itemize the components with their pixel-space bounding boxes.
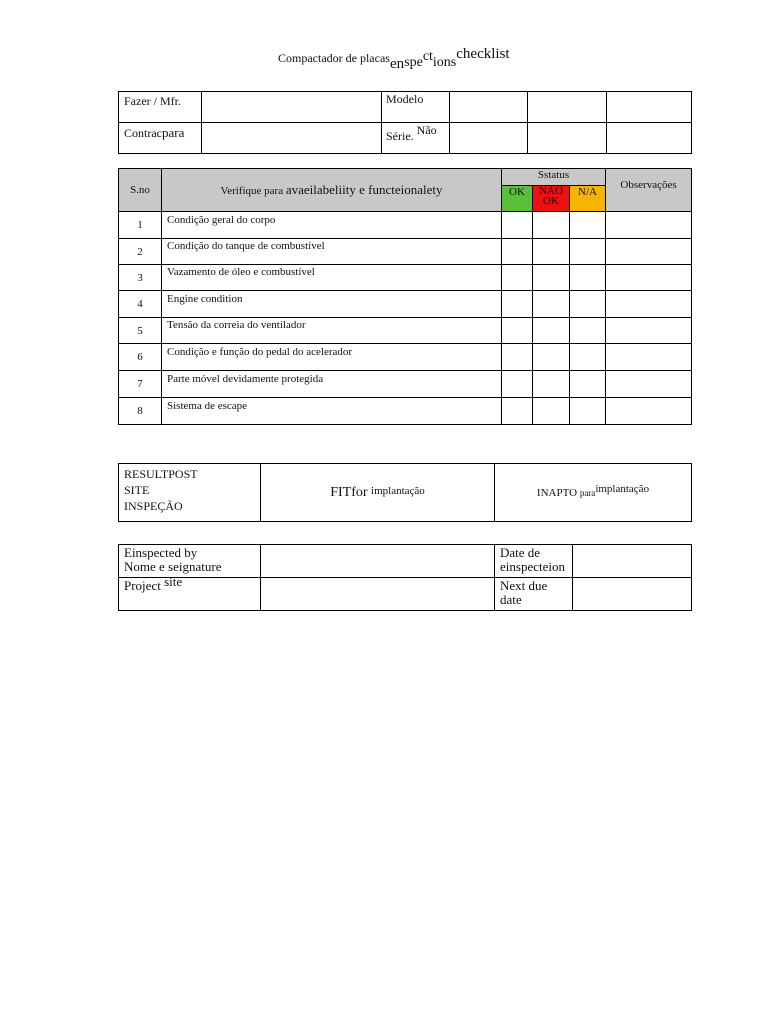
- unfit-tail-text: implantação: [595, 482, 650, 495]
- model-field-2[interactable]: [528, 92, 607, 123]
- title-prefix: Compactador de placas: [278, 51, 390, 65]
- na-cell[interactable]: [570, 371, 606, 398]
- fit-sub-text: implantação: [371, 484, 425, 497]
- item-text: Condição do tanque de combustível: [162, 239, 502, 265]
- inspection-date-label: [495, 545, 573, 578]
- verify-header-small: Verifique para: [220, 185, 284, 197]
- verify-header: [162, 169, 502, 212]
- result-label-line-1: RESULTPOST: [124, 467, 198, 481]
- ok-cell[interactable]: [502, 318, 533, 344]
- inspected-by-text: Einspected by: [124, 545, 198, 560]
- na-cell[interactable]: [570, 344, 606, 371]
- status-not-ok-header: NÃO OK: [533, 186, 570, 212]
- observations-header: Observações: [606, 169, 692, 212]
- na-cell[interactable]: [570, 239, 606, 265]
- item-number: 1: [119, 212, 162, 239]
- observation-cell[interactable]: [606, 344, 692, 371]
- equipment-info-table: [118, 91, 692, 154]
- project-site-field[interactable]: [261, 578, 495, 611]
- unfit-for-deployment-option[interactable]: [495, 464, 692, 522]
- na-cell[interactable]: [570, 291, 606, 318]
- serial-label-text: Série.: [386, 129, 414, 143]
- checklist-row: [119, 291, 692, 318]
- checklist-row: [119, 344, 692, 371]
- ok-cell[interactable]: [502, 239, 533, 265]
- fit-main-text: FITfor: [330, 484, 368, 500]
- date-text: date: [500, 592, 522, 607]
- item-number: 4: [119, 291, 162, 318]
- name-signature-text: Nome e seignature: [124, 559, 222, 574]
- model-field[interactable]: [450, 92, 528, 123]
- next-due-text: Next due: [500, 578, 548, 593]
- observation-cell[interactable]: [606, 291, 692, 318]
- ok-cell[interactable]: [502, 291, 533, 318]
- serial-field-2[interactable]: [528, 123, 607, 154]
- item-text: Vazamento de óleo e combustível: [162, 265, 502, 291]
- ok-cell[interactable]: [502, 371, 533, 398]
- ok-cell[interactable]: [502, 344, 533, 371]
- sno-header: S.no: [119, 169, 162, 212]
- observation-cell[interactable]: [606, 239, 692, 265]
- na-cell[interactable]: [570, 212, 606, 239]
- contract-label: [119, 123, 202, 154]
- observation-cell[interactable]: [606, 398, 692, 425]
- result-label-line-2: SITE: [124, 483, 150, 497]
- date-of-text: Date de: [500, 545, 541, 560]
- inspector-name-field[interactable]: [261, 545, 495, 578]
- next-due-date-field[interactable]: [573, 578, 692, 611]
- result-table: [118, 463, 692, 522]
- inspection-text: einspecteion: [500, 559, 565, 574]
- not-ok-cell[interactable]: [533, 318, 570, 344]
- serial-label: [382, 123, 450, 154]
- item-text: Parte móvel devidamente protegida: [162, 371, 502, 398]
- next-due-date-label: [495, 578, 573, 611]
- not-ok-cell[interactable]: [533, 398, 570, 425]
- serial-field[interactable]: [450, 123, 528, 154]
- serial-field-3[interactable]: [607, 123, 692, 154]
- project-site-label: [119, 574, 261, 611]
- checklist-row: [119, 239, 692, 265]
- item-text: Sistema de escape: [162, 398, 502, 425]
- ok-cell[interactable]: [502, 398, 533, 425]
- mfr-field[interactable]: [202, 92, 382, 123]
- observation-cell[interactable]: [606, 265, 692, 291]
- inspection-date-field[interactable]: [573, 545, 692, 578]
- unfit-sub-text: para: [579, 487, 596, 498]
- unfit-main-text: INAPTO: [536, 486, 578, 499]
- serial-value: Não: [416, 123, 437, 137]
- not-ok-cell[interactable]: [533, 239, 570, 265]
- ok-cell[interactable]: [502, 212, 533, 239]
- not-ok-cell[interactable]: [533, 344, 570, 371]
- title-part-4: ions: [432, 55, 457, 70]
- status-header: Sstatus: [502, 169, 606, 186]
- verify-header-large: avaeilabeliity e functeionalety: [285, 182, 443, 197]
- inspected-by-label: [119, 545, 261, 578]
- item-text: Tensão da correia do ventilador: [162, 318, 502, 344]
- item-number: 5: [119, 318, 162, 344]
- na-cell[interactable]: [570, 398, 606, 425]
- item-text: Condição geral do corpo: [162, 212, 502, 239]
- result-label-line-3: INSPEÇÃO: [124, 499, 183, 513]
- not-ok-cell[interactable]: [533, 265, 570, 291]
- contract-label-text: Contrac: [124, 126, 162, 140]
- not-ok-cell[interactable]: [533, 371, 570, 398]
- item-number: 8: [119, 398, 162, 425]
- not-ok-cell[interactable]: [533, 291, 570, 318]
- item-text: Engine condition: [162, 291, 502, 318]
- not-ok-cell[interactable]: [533, 212, 570, 239]
- model-label: Modelo: [382, 92, 450, 123]
- fit-for-deployment-option[interactable]: [261, 464, 495, 522]
- contract-field[interactable]: [202, 123, 382, 154]
- signoff-table: [118, 544, 692, 611]
- observation-cell[interactable]: [606, 318, 692, 344]
- project-text: Project: [124, 578, 161, 593]
- observation-cell[interactable]: [606, 212, 692, 239]
- observation-cell[interactable]: [606, 371, 692, 398]
- checklist-row: [119, 318, 692, 344]
- checklist-row: [119, 398, 692, 425]
- site-text: site: [164, 574, 183, 589]
- item-number: 3: [119, 265, 162, 291]
- title-part-5: checklist: [456, 46, 510, 62]
- title-part-2: spe: [404, 55, 423, 70]
- title-part-3: ct: [422, 49, 433, 64]
- item-number: 6: [119, 344, 162, 371]
- checklist-row: [119, 212, 692, 239]
- model-field-3[interactable]: [607, 92, 692, 123]
- title-part-1: en: [389, 56, 405, 72]
- item-text: Condição e função do pedal do acelerador: [162, 344, 502, 371]
- item-number: 7: [119, 371, 162, 398]
- status-ok-header: OK: [502, 186, 533, 212]
- checklist-table: [118, 168, 692, 425]
- result-label: [119, 464, 261, 522]
- ok-cell[interactable]: [502, 265, 533, 291]
- checklist-row: [119, 265, 692, 291]
- na-cell[interactable]: [570, 265, 606, 291]
- contract-label-suffix: para: [162, 125, 185, 140]
- item-number: 2: [119, 239, 162, 265]
- na-cell[interactable]: [570, 318, 606, 344]
- status-na-header: N/A: [570, 186, 606, 212]
- checklist-row: [119, 371, 692, 398]
- document-title: [278, 46, 510, 72]
- mfr-label: Fazer / Mfr.: [119, 92, 202, 123]
